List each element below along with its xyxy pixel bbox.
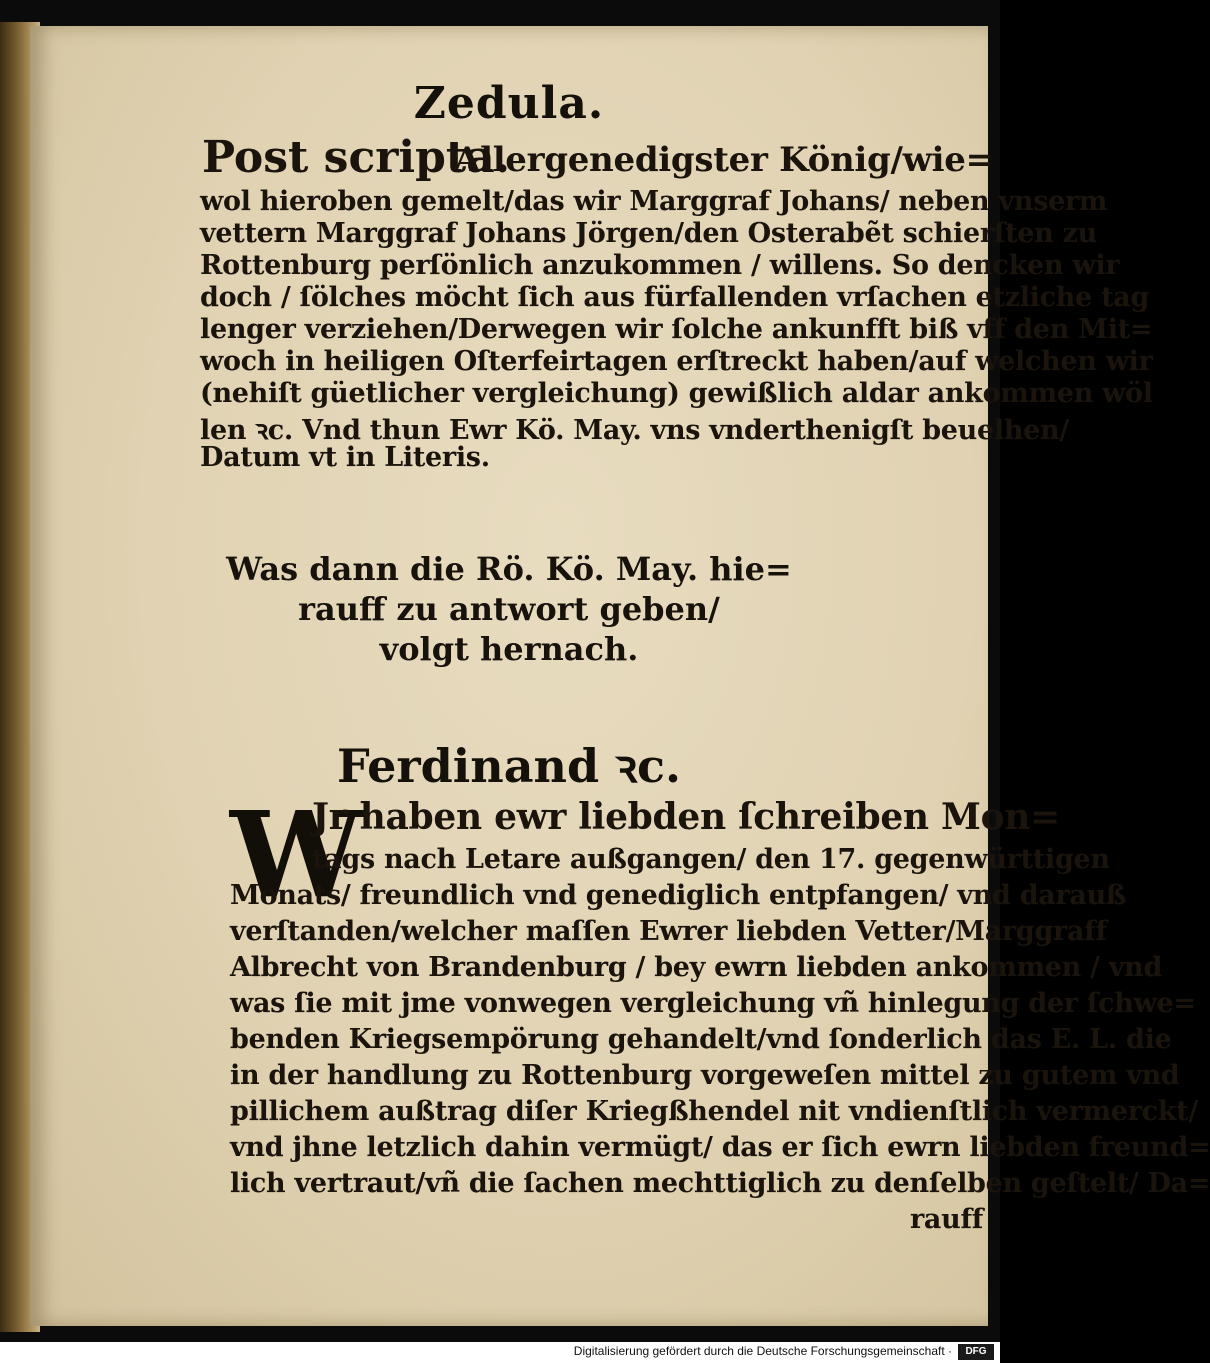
- letter-line: benden Kriegsempörung gehandelt/vnd ſonderlich das E. L. die: [230, 1024, 1172, 1055]
- dfg-logo-icon: DFG: [958, 1344, 994, 1360]
- book-page: [30, 26, 1210, 1326]
- postscript-line: lenger verziehen/Derwegen wir ſolche ankunfft biß vff den Mit=: [200, 314, 1153, 345]
- footer-bar: [0, 1342, 1000, 1363]
- postscript-line: doch / ſölches möcht ſich aus fürfallenden vrſachen etzliche tag: [200, 282, 1150, 313]
- answer-line: rauff zu antwort geben/: [298, 590, 720, 628]
- letter-first-line: Jr haben ewr liebden ſchreiben Mon=: [312, 796, 1061, 838]
- catchword: rauff: [910, 1204, 984, 1235]
- postscript-line: wol hieroben gemelt/das wir Marggraf Johans/ neben vnserm: [200, 186, 1108, 217]
- postscript-line: Allergenedigster König/wie=: [454, 140, 994, 180]
- postscript-line: (nehiſt güetlicher vergleichung) gewißlich aldar ankommen wöl: [200, 378, 1153, 409]
- postscript-opener: Post scripta.: [202, 132, 511, 183]
- postscript-line: Datum vt in Literis.: [200, 442, 490, 473]
- footer-credit: Digitalisierung gefördert durch die Deutsche Forschungsgemeinschaft ·: [573, 1344, 952, 1358]
- letter-heading: Ferdinand ꝛc.: [337, 739, 681, 793]
- letter-line: lich vertraut/vñ die ſachen mechttiglich zu denſelben geſtelt/ Da=: [230, 1168, 1210, 1199]
- postscript-line: vettern Marggraf Johans Jörgen/den Osterabẽt schierſten zu: [200, 218, 1097, 249]
- letter-line: was ſie mit jme vonwegen vergleichung vñ hinlegung der ſchwe=: [230, 988, 1196, 1019]
- postscript-line: len ꝛc. Vnd thun Ewr Kö. May. vns vnderthenigſt beuelhen/: [200, 415, 1069, 446]
- drop-cap: W: [230, 785, 363, 924]
- letter-line: tags nach Letare außgangen/ den 17. gegenwürttigen: [312, 844, 1110, 875]
- answer-line: Was dann die Rö. Kö. May. hie=: [226, 550, 792, 588]
- postscript-line: woch in heiligen Oſterfeirtagen erſtreckt haben/auf welchen wir: [200, 346, 1153, 377]
- letter-line: verſtanden/welcher maſſen Ewrer liebden Vetter/Marggraff: [230, 916, 1107, 947]
- letter-line: pillichem außtrag diſer Kriegßhendel nit vndienſtlich vermerckt/: [230, 1096, 1198, 1127]
- letter-line: Albrecht von Brandenburg / bey ewrn liebden ankommen / vnd: [230, 952, 1163, 983]
- answer-line: volgt hernach.: [379, 630, 639, 668]
- page-heading: Zedula.: [413, 78, 605, 129]
- postscript-line: Rottenburg perſönlich anzukommen / willens. So dencken wir: [200, 250, 1120, 281]
- letter-line: Monats/ freundlich vnd genediglich entpfangen/ vnd darauß: [230, 880, 1127, 911]
- letter-line: vnd jhne letzlich dahin vermügt/ das er ſich ewrn liebden freund=: [230, 1132, 1210, 1163]
- letter-line: in der handlung zu Rottenburg vorgeweſen mittel zu gutem vnd: [230, 1060, 1180, 1091]
